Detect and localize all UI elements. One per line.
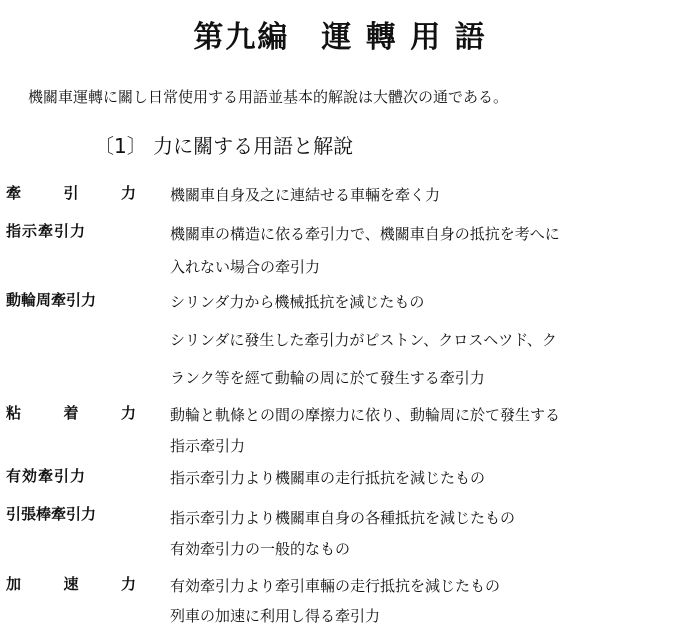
term-driving-wheel-traction: 動輪周牽引力: [6, 291, 97, 309]
definition-line: シリンダに發生した牽引力がピストン、クロスヘツド、ク: [170, 331, 557, 349]
definition-line: 有効牽引力の一般的なもの: [170, 540, 351, 558]
term-effective-traction: 有効牽引力: [6, 467, 87, 485]
definition-line: 列車の加速に利用し得る牽引力: [170, 607, 381, 625]
section-heading: 〔1〕 力に關する用語と解說: [94, 134, 354, 158]
definition-line: シリンダ力から機械抵抗を減じたもの: [170, 293, 425, 311]
definition-line: 機關車の構造に依る牽引力で、機關車自身の抵抗を考へに: [170, 225, 560, 243]
definition-line: 指示牽引力より機關車の走行抵抗を減じたもの: [170, 469, 486, 487]
intro-paragraph: 機關車運轉に關し日常使用する用語並基本的解說は大體次の通である。: [28, 88, 509, 106]
definition-line: 機關車自身及之に連結せる車輛を牽く力: [170, 186, 441, 204]
definition-line: 入れない場合の牽引力: [170, 258, 321, 276]
definition-line: 指示牽引力より機關車自身の各種抵抗を減じたもの: [170, 509, 516, 527]
term-traction-force: 牽 引 力: [6, 184, 136, 202]
term-indicated-traction: 指示牽引力: [6, 222, 87, 240]
definition-line: 動輪と軌條との間の摩擦力に依り、動輪周に於て發生する: [170, 406, 561, 424]
term-acceleration-force: 加 速 力: [6, 575, 136, 593]
chapter-title: 第九編 運 轉 用 語: [193, 20, 487, 55]
definition-line: ランク等を經て動輪の周に於て發生する牽引力: [170, 369, 485, 387]
term-drawbar-traction: 引張棒牽引力: [6, 505, 97, 523]
definition-line: 有効牽引力より牽引車輛の走行抵抗を減じたもの: [170, 577, 501, 595]
definition-line: 指示牽引力: [170, 437, 246, 455]
term-adhesion-force: 粘 着 力: [6, 404, 136, 422]
